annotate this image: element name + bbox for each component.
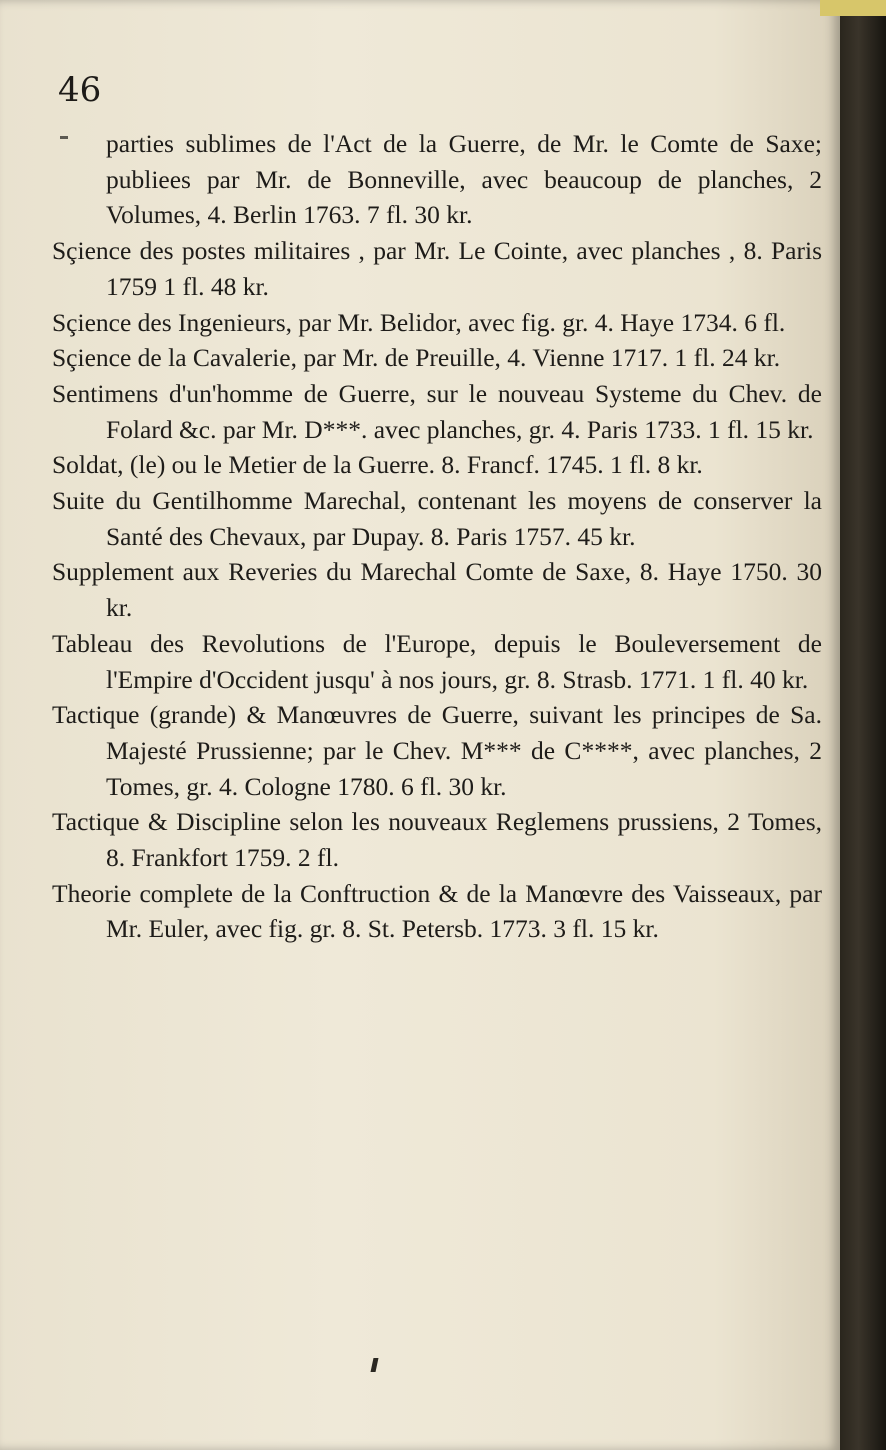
catalog-entry: Sçience des postes militaires , par Mr. Le Cointe, avec planches , 8. Paris 1759 1 fl. 48 kr.: [52, 236, 822, 301]
catalog-entry: Tableau des Revolutions de l'Europe, depuis le Bouleversement de l'Empire d'Occident jusqu' à nos jours, gr. 8. Strasb. 1771. 1 fl. 40 kr.: [52, 628, 822, 694]
catalog-entry: parties sublimes de l'Act de la Guerre, de Mr. le Comte de Saxe; publiees par Mr. de Bonneville, avec beaucoup de planches, 2 Volumes, 4. Berlin 1763. 7 fl. 30 kr.: [106, 129, 822, 230]
catalog-entry: Sçience de la Cavalerie, par Mr. de Preuille, 4. Vienne 1717. 1 fl. 24 kr.: [52, 343, 781, 373]
catalog-entry: Theorie complete de la Conftruction & de la Manœvre des Vaisseaux, par Mr. Euler, avec fig. gr. 8. St. Petersb. 1773. 3 fl. 15 kr.: [52, 878, 822, 944]
catalog-entry: Tactique (grande) & Manœuvres de Guerre, suivant les principes de Sa. Majesté Prussienne; par le Chev. M*** de C****, avec planches, 2 Tomes, gr. 4. Cologne 1780. 6 fl. 30 kr.: [52, 700, 822, 801]
page-number: 46: [58, 70, 102, 110]
catalog-entry: Supplement aux Reveries du Marechal Comte de Saxe, 8. Haye 1750. 30 kr.: [52, 557, 822, 623]
catalog-entry: Suite du Gentilhomme Marechal, contenant les moyens de conserver la Santé des Chevaux, par Dupay. 8. Paris 1757. 45 kr.: [52, 486, 822, 551]
book-spine-edge: [840, 0, 886, 1450]
catalog-entry: Tactique & Discipline selon les nouveaux Reglemens prussiens, 2 Tomes, 8. Frankfort 1759. 2 fl.: [52, 807, 822, 873]
catalog-entry: Soldat, (le) ou le Metier de la Guerre. 8. Francf. 1745. 1 fl. 8 kr.: [52, 450, 703, 480]
page-edge-highlight: [820, 0, 886, 16]
catalog-text: [52, 126, 822, 947]
catalog-entry: Sçience des Ingenieurs, par Mr. Belidor, avec fig. gr. 4. Haye 1734. 6 fl.: [52, 307, 786, 337]
catalog-entry: Sentimens d'un'homme de Guerre, sur le nouveau Systeme du Chev. de Folard &c. par Mr. D***. avec planches, gr. 4. Paris 1733. 1 fl. 15 kr.: [52, 378, 822, 444]
